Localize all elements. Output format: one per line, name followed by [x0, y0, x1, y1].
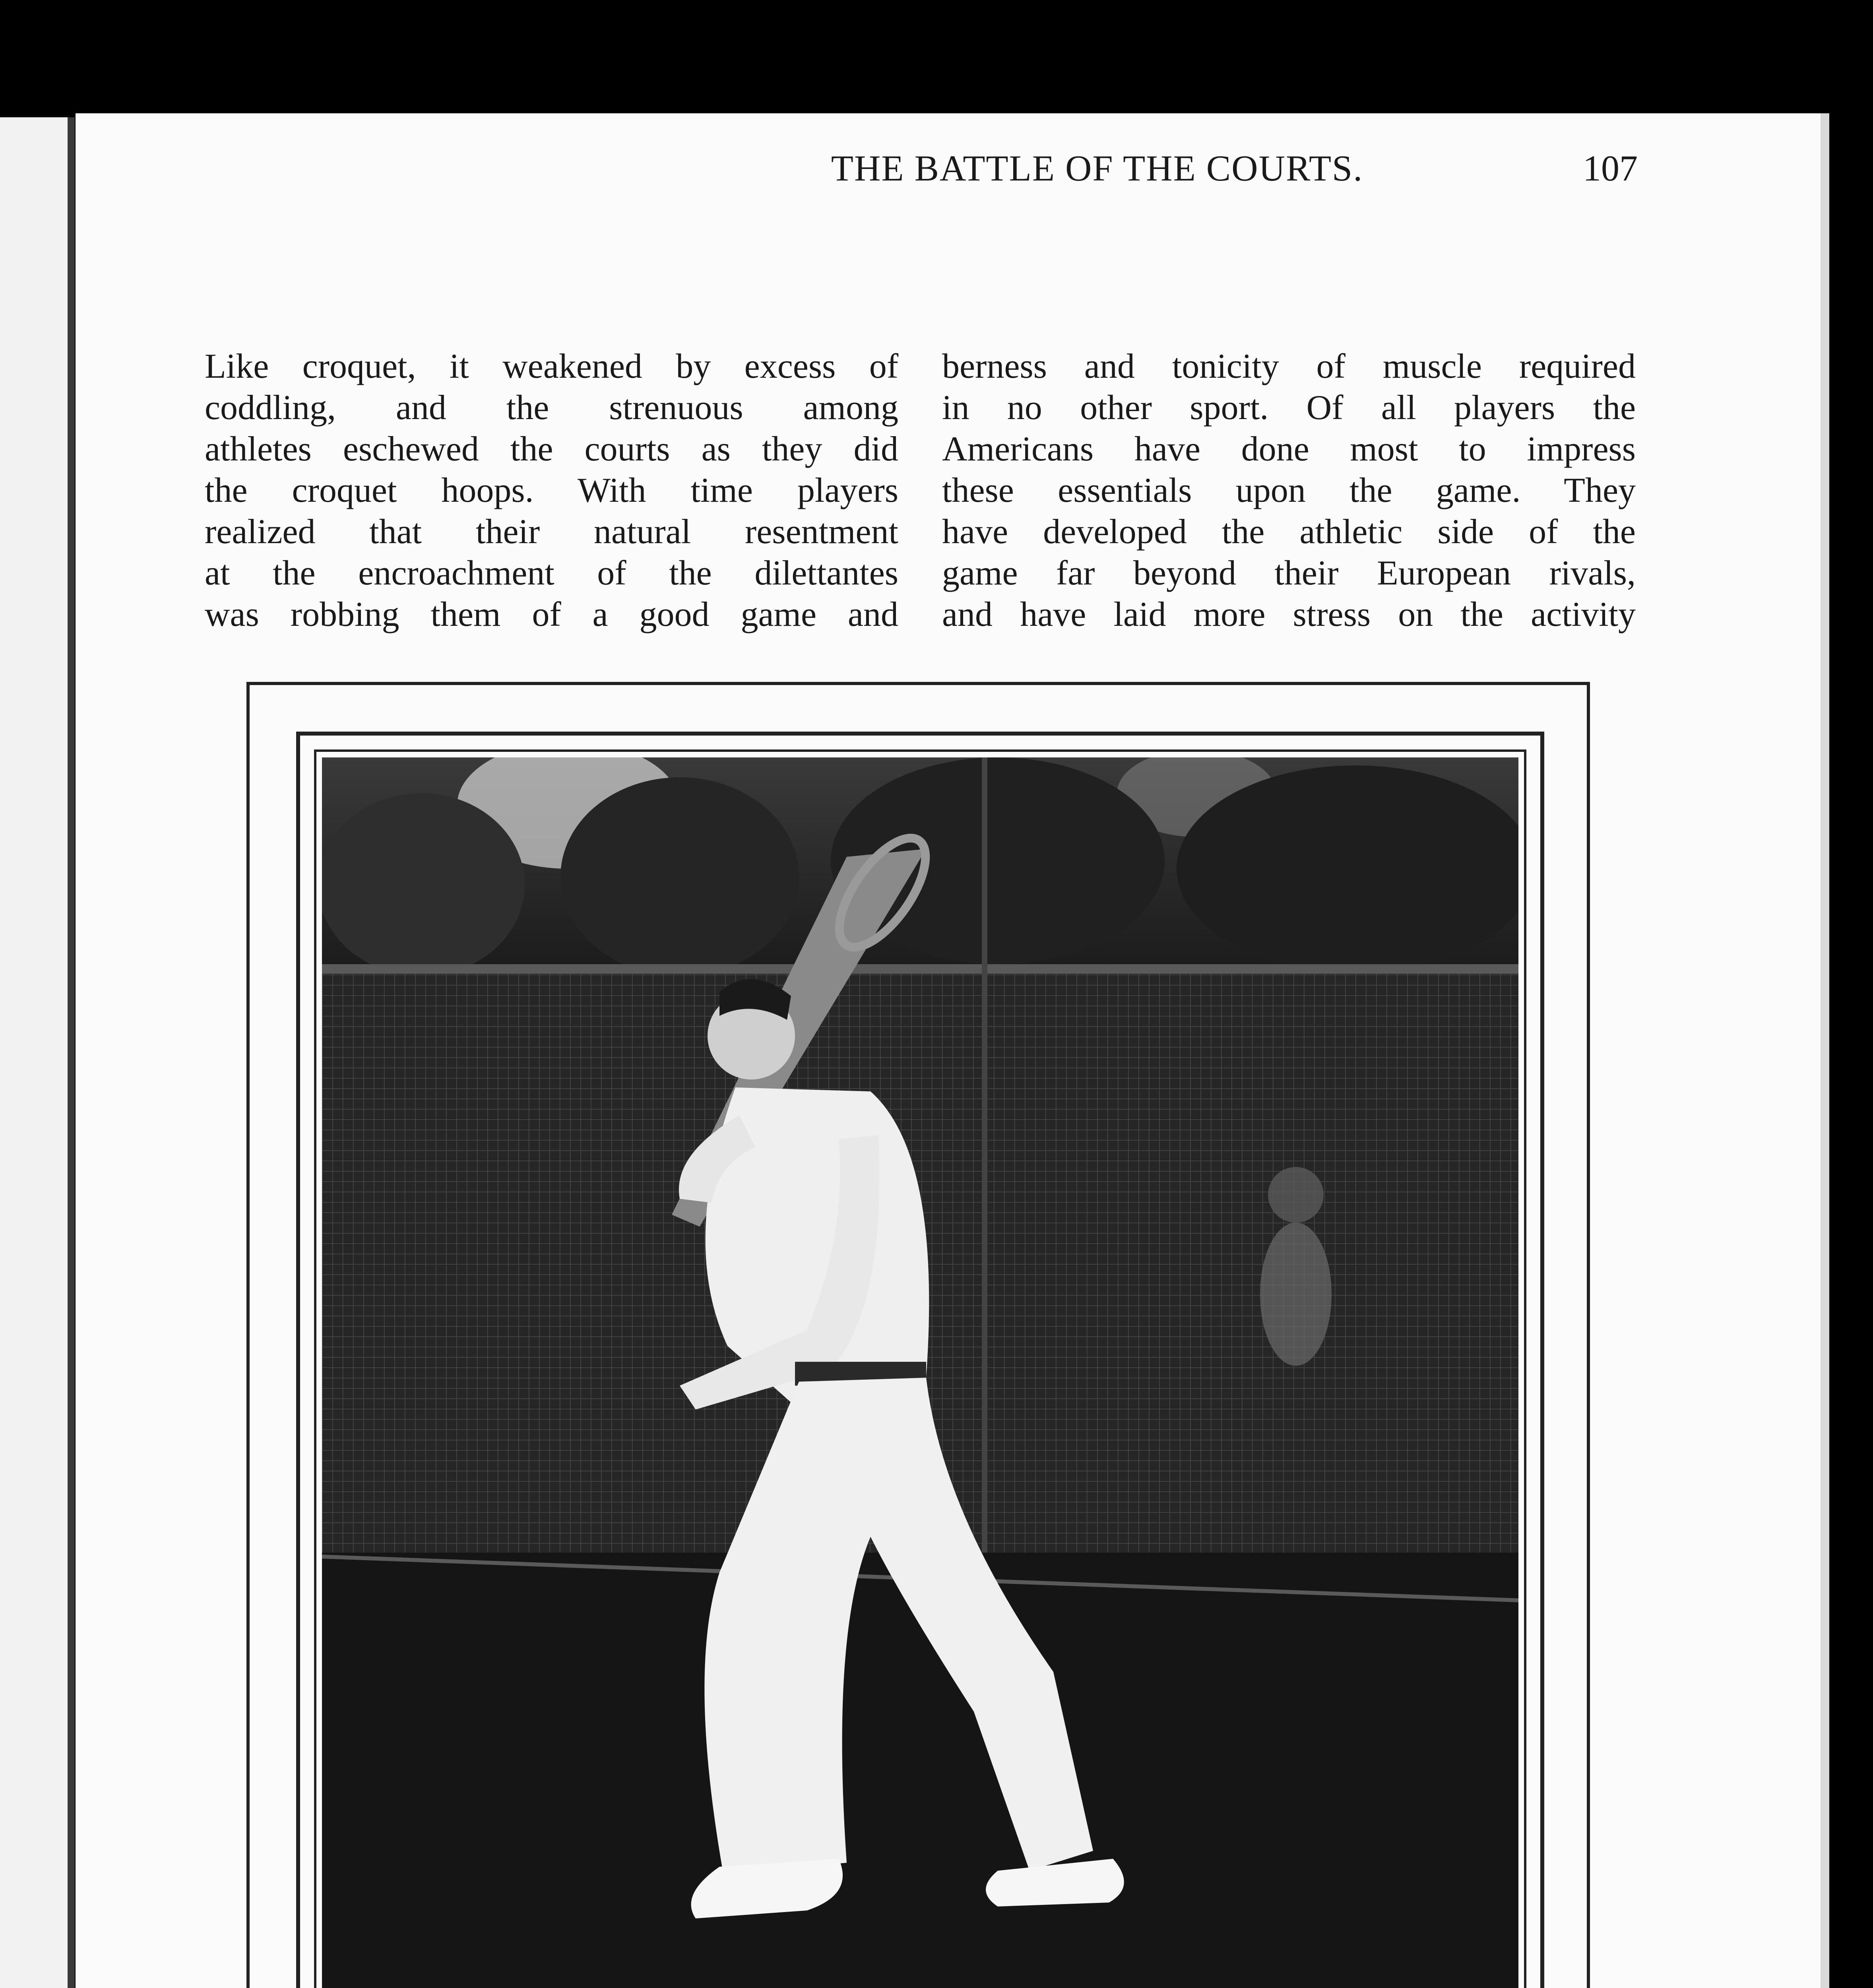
text-line: realized that their natural resentment [205, 513, 898, 551]
text-line: berness and tonicity of muscle required [942, 347, 1636, 386]
running-head: THE BATTLE OF THE COURTS. [831, 148, 1363, 188]
text-line: have developed the athletic side of the [942, 513, 1636, 551]
page-number: 107 [1583, 148, 1638, 188]
text-line: coddling, and the strenuous among [205, 388, 898, 427]
text-line: Americans have done most to impress [942, 430, 1636, 468]
text-line: these essentials upon the game. They [942, 471, 1636, 510]
text-line: athletes eschewed the courts as they did [205, 430, 898, 468]
text-line: game far beyond their European rivals, [942, 554, 1636, 592]
facing-page-edge [0, 117, 75, 1988]
text-column-top-right [942, 346, 1636, 635]
text-line: in no other sport. Of all players the [942, 388, 1636, 427]
text-column-top-left [205, 346, 898, 635]
tennis-player-photo [322, 757, 1518, 1988]
text-line: was robbing them of a good game and [205, 595, 898, 634]
text-line: the croquet hoops. With time players [205, 471, 898, 510]
text-line: Like croquet, it weakened by excess of [205, 347, 898, 386]
text-line: at the encroachment of the dilettantes [205, 554, 898, 592]
text-line: and have laid more stress on the activity [942, 595, 1636, 634]
